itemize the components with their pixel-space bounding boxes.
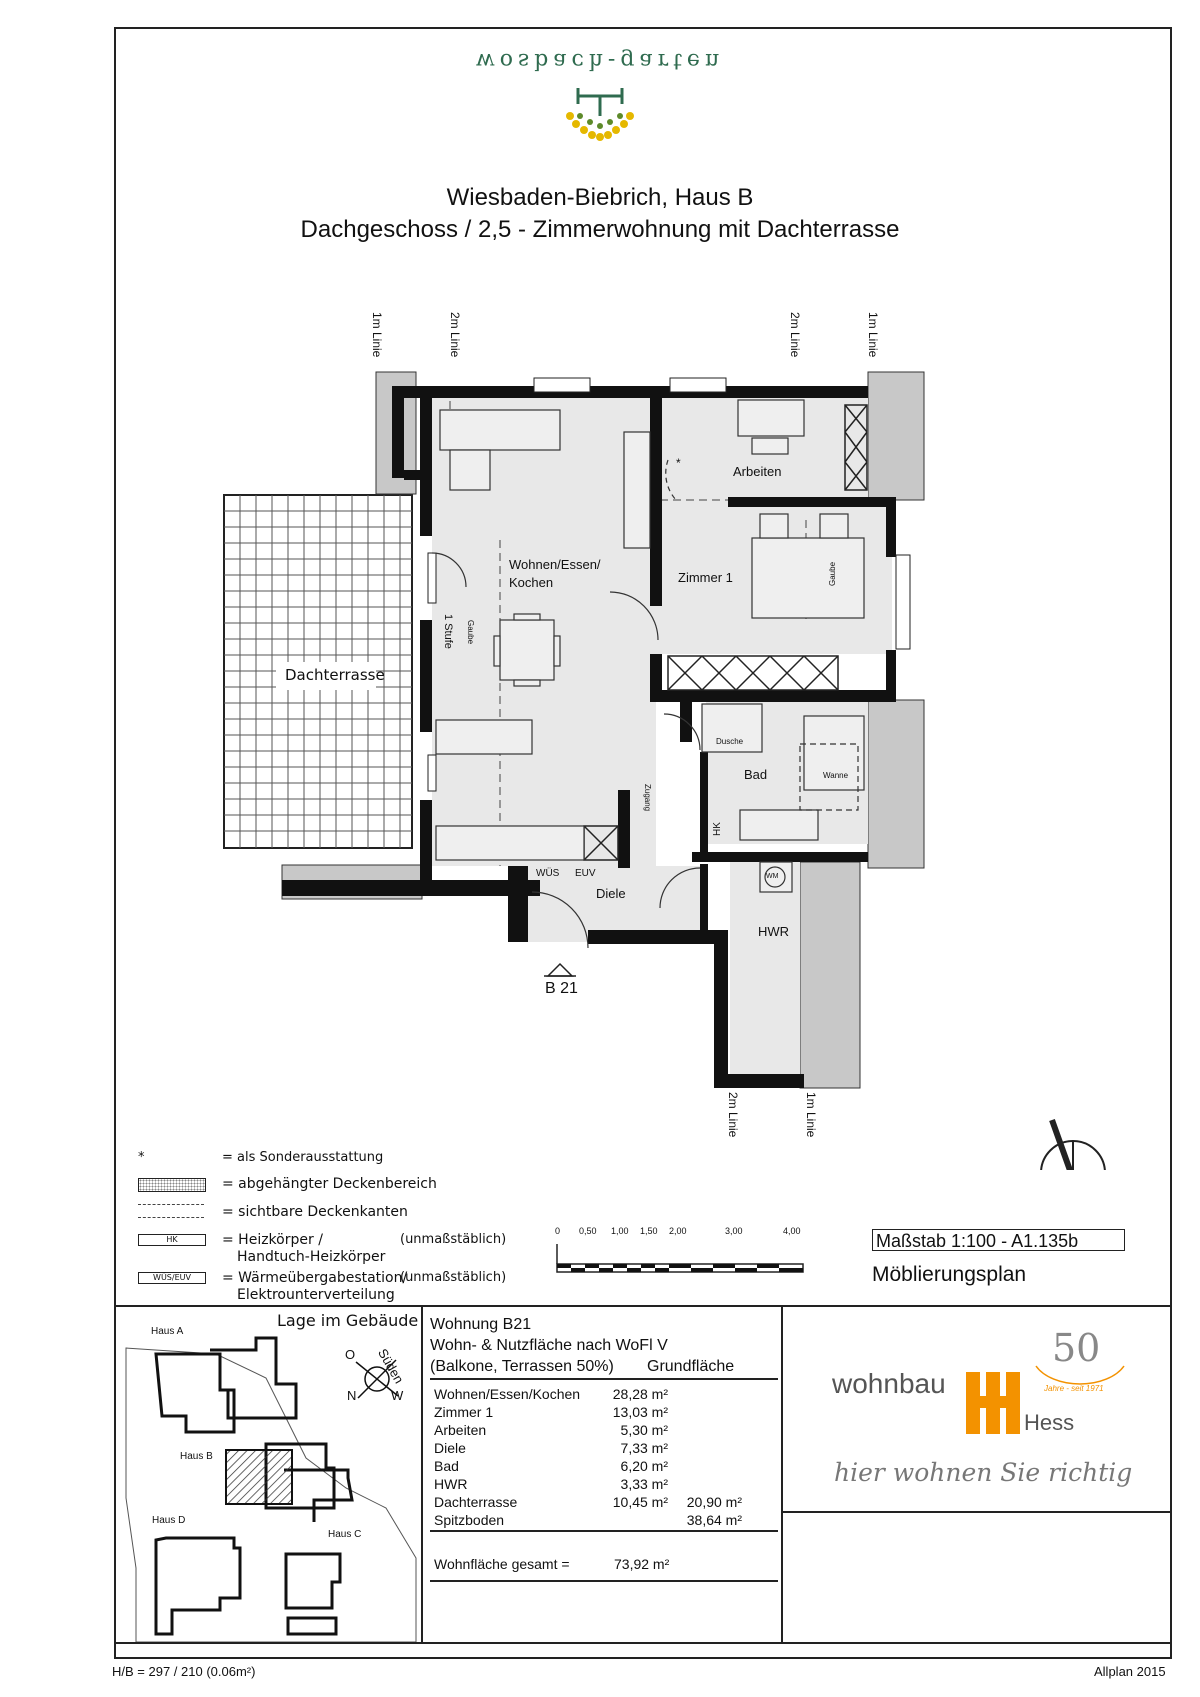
room-label-wohnen-line2: Kochen: [509, 575, 554, 590]
room-label-diele: Diele: [596, 886, 626, 901]
area-name: Bad: [434, 1458, 459, 1474]
room-label-wohnen: [509, 556, 601, 592]
label-euv: EUV: [575, 868, 596, 879]
line-label-2m-bottom: 2m Linie: [726, 1092, 740, 1138]
area-value: 3,33 m²: [620, 1476, 668, 1492]
area-name: Zimmer 1: [434, 1404, 494, 1420]
room-label-zimmer1: Zimmer 1: [678, 570, 733, 585]
site-label-haus-d: Haus D: [152, 1515, 186, 1526]
scale-tick-3: 1,50: [640, 1226, 658, 1236]
legend-text-edges: = sichtbare Deckenkanten: [222, 1204, 408, 1220]
legend-text-wus-2: Elektrounterverteilung: [237, 1287, 395, 1303]
plan-type-label: Möblierungsplan: [872, 1263, 1027, 1286]
legend-text-wus: = Wärmeübergabestation/: [222, 1270, 408, 1286]
area-extra: [668, 1475, 742, 1493]
area-extra: [668, 1439, 742, 1457]
north-compass: [1041, 1120, 1105, 1170]
total-label: Wohnfläche gesamt =: [434, 1556, 570, 1572]
area-rule-middle: [430, 1530, 778, 1532]
label-wanne: Wanne: [823, 771, 849, 780]
area-table: [434, 1385, 742, 1529]
label-gaube-left: Gaube: [466, 620, 475, 645]
line-label-1m-top-right: 1m Linie: [866, 312, 880, 358]
table-row: [434, 1493, 742, 1511]
area-name: Spitzboden: [434, 1512, 505, 1528]
area-value: 28,28 m²: [612, 1386, 668, 1402]
company-slogan: hier wohnen Sie richtig: [834, 1458, 1133, 1487]
area-name: Wohnen/Essen/Kochen: [434, 1386, 581, 1402]
area-extra: [668, 1403, 742, 1421]
legend-text-ceiling: = abgehängter Deckenbereich: [222, 1176, 437, 1192]
anniversary-number: 50: [1052, 1326, 1101, 1370]
legend-note-hk: (unmaßstäblich): [400, 1232, 507, 1247]
room-label-hwr: HWR: [758, 924, 790, 939]
table-row: [434, 1439, 742, 1457]
compass-w-label: W: [391, 1388, 404, 1403]
legend-text-hk: = Heizkörper /: [222, 1232, 323, 1248]
table-row: [434, 1403, 742, 1421]
scale-tick-0: 0: [555, 1226, 561, 1236]
room-label-bad: Bad: [744, 767, 768, 782]
label-hk: HK: [712, 822, 723, 836]
area-value: 5,30 m²: [620, 1422, 668, 1438]
area-extra: [668, 1385, 742, 1403]
line-label-1m-bottom: 1m Linie: [804, 1092, 818, 1138]
site-plan: [116, 1318, 421, 1642]
legend-note-wus: (unmaßstäblich): [400, 1270, 507, 1285]
line-label-2m-top-left: 2m Linie: [448, 312, 462, 358]
area-value: 6,20 m²: [620, 1458, 668, 1474]
table-row: [434, 1457, 742, 1475]
area-note: (Balkone, Terrassen 50%): [430, 1358, 614, 1375]
area-header: [430, 1314, 780, 1377]
anniversary-sub: Jahre - seit 1971: [1044, 1384, 1104, 1393]
room-label-wohnen-line1: Wohnen/Essen/: [509, 557, 601, 572]
room-label-dachterrasse: Dachterrasse: [285, 666, 385, 684]
table-row: [434, 1421, 742, 1439]
company-separator: [783, 1511, 1172, 1513]
label-zugang: Zugang: [643, 784, 652, 812]
scale-tick-5: 3,00: [725, 1226, 743, 1236]
scale-label-box: Maßstab 1:100 - A1.135b: [872, 1229, 1125, 1251]
legend-symbol-wus: WÜS/EUV: [138, 1272, 206, 1284]
apartment-subtitle: Dachgeschoss / 2,5 - Zimmerwohnung mit Dachterrasse: [300, 216, 900, 243]
area-value: 13,03 m²: [612, 1404, 668, 1420]
footer-format: H/B = 297 / 210 (0.06m²): [112, 1664, 256, 1679]
section-marker-arrow: [544, 964, 576, 976]
line-label-2m-top-right: 2m Linie: [788, 312, 802, 358]
scale-tick-6: 4,00: [783, 1226, 801, 1236]
legend-text-special: = als Sonderausstattung: [222, 1150, 384, 1165]
apartment-id: Wohnung B21: [430, 1316, 532, 1333]
scale-tick-2: 1,00: [611, 1226, 629, 1236]
label-wm: WM: [766, 873, 779, 880]
label-dusche: Dusche: [716, 737, 744, 746]
table-row: [434, 1385, 742, 1403]
total-value: 73,92 m²: [614, 1556, 670, 1572]
area-value: 10,45 m²: [612, 1494, 668, 1510]
area-name: Dachterrasse: [434, 1494, 518, 1510]
info-separator-top: [114, 1305, 1172, 1307]
area-value: 7,33 m²: [620, 1440, 668, 1456]
legend-symbol-hk: HK: [138, 1234, 206, 1246]
legend-symbol-star: *: [138, 1150, 145, 1165]
label-gaube-right: Gaube: [828, 561, 837, 586]
legend-item-wus: [138, 1270, 738, 1304]
label-star: *: [676, 456, 681, 470]
site-label-haus-b: Haus B: [180, 1451, 213, 1462]
company-name-left: wohnbau: [832, 1368, 946, 1399]
scale-tick-4: 2,00: [669, 1226, 687, 1236]
area-note-row: [430, 1356, 780, 1377]
area-name: HWR: [434, 1476, 468, 1492]
area-standard: Wohn- & Nutzfläche nach WoFl V: [430, 1337, 668, 1354]
site-label-haus-c: Haus C: [328, 1529, 362, 1540]
area-name: Diele: [434, 1440, 466, 1456]
table-row: [434, 1511, 742, 1529]
area-extra: [668, 1457, 742, 1475]
line-label-1m-top-left: 1m Linie: [370, 312, 384, 358]
compass-south-label: Süden: [375, 1346, 407, 1387]
company-name-right: Hess: [1024, 1410, 1075, 1435]
compass-n-label: N: [347, 1388, 357, 1403]
info-separator-left: [421, 1305, 423, 1644]
legend-symbol-dotted: [138, 1178, 206, 1192]
project-title: Wiesbaden-Biebrich, Haus B: [446, 184, 754, 211]
area-rule-top: [430, 1378, 778, 1380]
area-extra: 38,64 m²: [686, 1512, 742, 1528]
info-separator-right: [781, 1305, 783, 1644]
info-separator-bottom: [114, 1642, 1172, 1644]
label-stufe: 1 Stufe: [442, 614, 454, 649]
area-col-header: Grundfläche: [647, 1358, 735, 1375]
label-wus: WÜS: [536, 868, 560, 879]
scale-bar-ticks: [555, 1226, 815, 1240]
company-logo-mark: [966, 1372, 1020, 1434]
table-row: [434, 1475, 742, 1493]
legend-symbol-dashed: [138, 1204, 204, 1218]
room-label-arbeiten: Arbeiten: [733, 464, 782, 479]
section-marker-label: B 21: [545, 980, 578, 997]
footer-software: Allplan 2015: [1094, 1664, 1166, 1679]
estate-logo-text: wosbach-garten: [475, 48, 725, 73]
area-value: [586, 1511, 668, 1529]
location-title: Lage im Gebäude: [277, 1311, 419, 1330]
area-rule-bottom: [430, 1580, 778, 1582]
legend-text-hk-2: Handtuch-Heizkörper: [237, 1249, 386, 1265]
area-extra: [668, 1421, 742, 1439]
scale-tick-1: 0,50: [579, 1226, 597, 1236]
site-label-haus-a: Haus A: [151, 1326, 184, 1337]
area-extra: 20,90 m²: [686, 1494, 742, 1510]
area-name: Arbeiten: [434, 1422, 487, 1438]
compass-o-label: O: [345, 1347, 356, 1362]
scale-bar: [556, 1240, 806, 1274]
